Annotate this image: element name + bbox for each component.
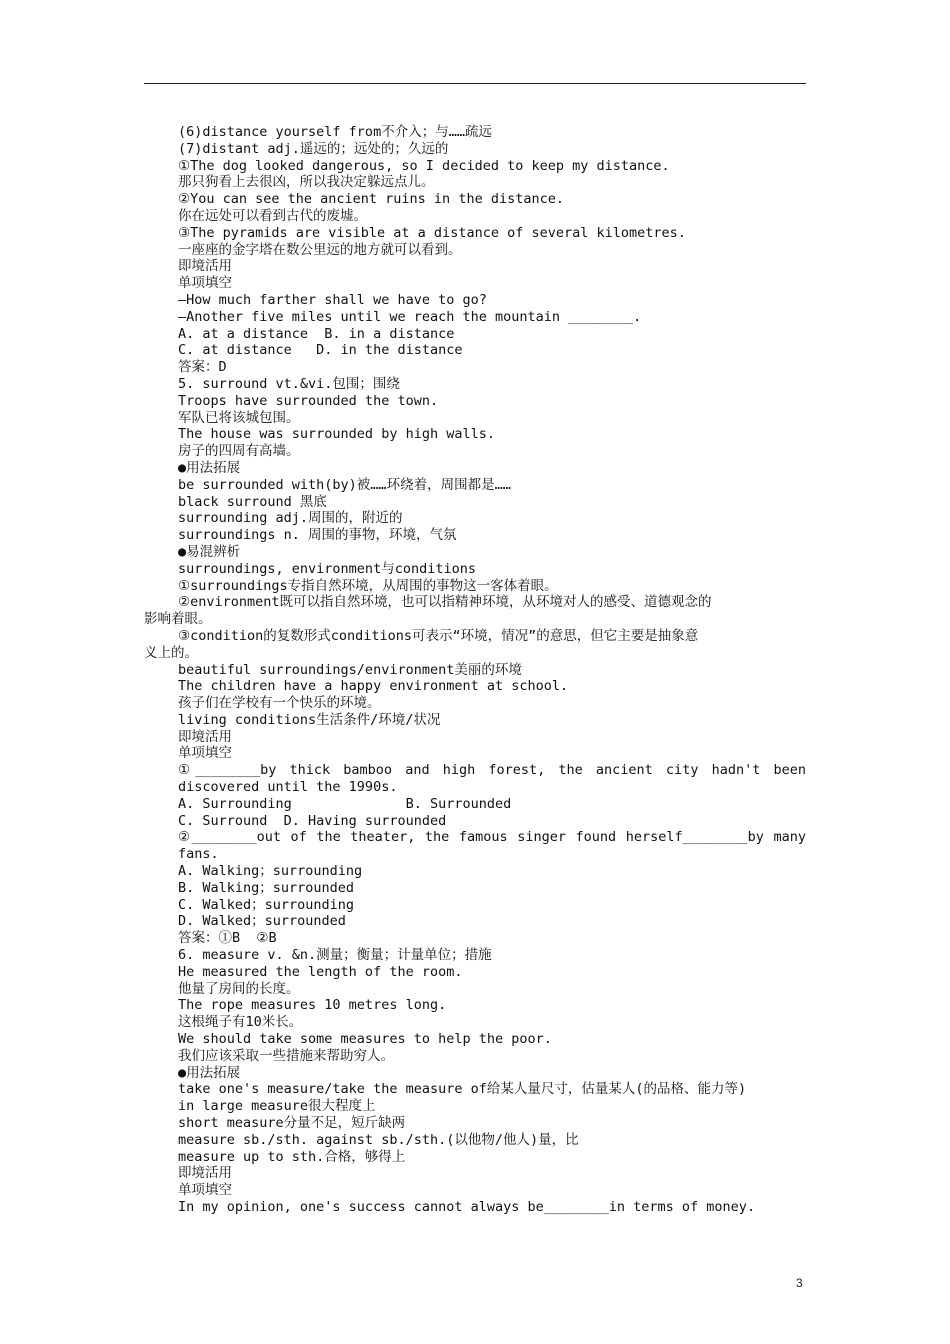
text-line: surrounding adj.周围的，附近的	[178, 510, 403, 527]
text-line: short measure分量不足，短斤缺两	[178, 1115, 406, 1132]
text-line: measure up to sth.合格，够得上	[178, 1148, 406, 1165]
text-line: A. Surrounding B. Surrounded	[178, 795, 512, 812]
text-line: 即境活用	[178, 1165, 232, 1182]
text-line: 单项填空	[178, 1182, 232, 1199]
text-line: in large measure很大程度上	[178, 1098, 376, 1115]
text-line: 义上的。	[144, 644, 198, 661]
text-line: be surrounded with(by)被……环绕着，周围都是……	[178, 476, 511, 493]
text-line: take one's measure/take the measure of给某人量尺寸，估量某人(的品格、能力等)	[178, 1081, 747, 1098]
text-line: C. Walked；surrounding	[178, 896, 355, 913]
text-line: He measured the length of the room.	[178, 963, 463, 980]
text-line: D. Walked；surrounded	[178, 913, 346, 930]
text-line: black surround 黑底	[178, 493, 327, 510]
text-line: 你在远处可以看到古代的废墟。	[178, 207, 367, 224]
text-line: A. Walking；surrounding	[178, 863, 363, 880]
text-line: 单项填空	[178, 275, 232, 292]
text-line: ②environment既可以指自然环境，也可以指精神环境，从环境对人的感受、道德观念的	[178, 594, 712, 611]
text-line: ①The dog looked dangerous, so I decided to keep my distance.	[178, 157, 670, 174]
text-line: In my opinion, one's success cannot always be________in terms of money.	[178, 1199, 756, 1215]
text-line: 影响着眼。	[144, 611, 212, 628]
text-line: Troops have surrounded the town.	[178, 392, 439, 409]
text-line: ②You can see the ancient ruins in the distance.	[178, 191, 564, 208]
text-line: 单项填空	[178, 745, 232, 762]
text-line: 我们应该采取一些措施来帮助穷人。	[178, 1047, 394, 1064]
text-line: beautiful surroundings/environment美丽的环境	[178, 661, 522, 678]
text-line: 军队已将该城包围。	[178, 409, 300, 426]
text-line: B. Walking；surrounded	[178, 879, 355, 896]
header-rule	[144, 83, 806, 84]
text-line: ①________by thick bamboo and high forest, the ancient city hadn't been discovered until the 1990s.	[178, 762, 806, 796]
text-line: —How much farther shall we have to go?	[178, 291, 487, 308]
text-line: ●用法拓展	[178, 1064, 241, 1081]
text-line: ●易混辨析	[178, 543, 241, 560]
text-line: 房子的四周有高墙。	[178, 443, 300, 460]
text-line: A. at a distance B. in a distance	[178, 325, 455, 342]
text-line: 5. surround vt.&vi.包围；围绕	[178, 375, 400, 392]
text-line: ①surroundings专指自然环境，从周围的事物这一客体着眼。	[178, 577, 558, 594]
text-line: The rope measures 10 metres long.	[178, 997, 447, 1014]
text-line: C. Surround D. Having surrounded	[178, 812, 447, 829]
text-line: 6. measure v. &n.测量；衡量；计量单位；措施	[178, 947, 492, 964]
text-line: 一座座的金字塔在数公里远的地方就可以看到。	[178, 241, 462, 258]
text-line: C. at distance D. in the distance	[178, 342, 463, 359]
text-line: 这根绳子有10米长。	[178, 1014, 303, 1031]
text-line: (6)distance yourself from不介入；与……疏远	[178, 124, 492, 140]
text-line: 答案：D	[178, 359, 227, 376]
text-line: 那只狗看上去很凶，所以我决定躲远点儿。	[178, 174, 435, 191]
text-line: We should take some measures to help the poor.	[178, 1031, 552, 1048]
text-line: The house was surrounded by high walls.	[178, 426, 495, 443]
page-number: 3	[796, 1276, 803, 1290]
text-line: measure sb./sth. against sb./sth.(以他物/他人)量，比	[178, 1131, 579, 1148]
text-line: 他量了房间的长度。	[178, 980, 300, 997]
text-line: living conditions生活条件/环境/状况	[178, 711, 441, 728]
text-line: surroundings n. 周围的事物，环境，气氛	[178, 527, 457, 544]
text-line: 答案：①B ②B	[178, 930, 277, 947]
text-line: ③condition的复数形式conditions可表示“环境，情况”的意思，但它主要是抽象意	[178, 627, 699, 644]
text-line: —Another five miles until we reach the mountain ________.	[178, 308, 642, 325]
text-line: surroundings, environment与conditions	[178, 560, 476, 577]
document-body	[144, 124, 806, 1216]
text-line: ●用法拓展	[178, 459, 241, 476]
text-line: The children have a happy environment at school.	[178, 678, 569, 695]
text-line: (7)distant adj.遥远的；远处的；久远的	[178, 140, 449, 157]
text-line: ②________out of the theater, the famous singer found herself________by many fans.	[178, 829, 806, 863]
text-line: 即境活用	[178, 728, 232, 745]
text-line: ③The pyramids are visible at a distance of several kilometres.	[178, 224, 686, 241]
text-line: 孩子们在学校有一个快乐的环境。	[178, 695, 381, 712]
text-line: 即境活用	[178, 258, 232, 275]
